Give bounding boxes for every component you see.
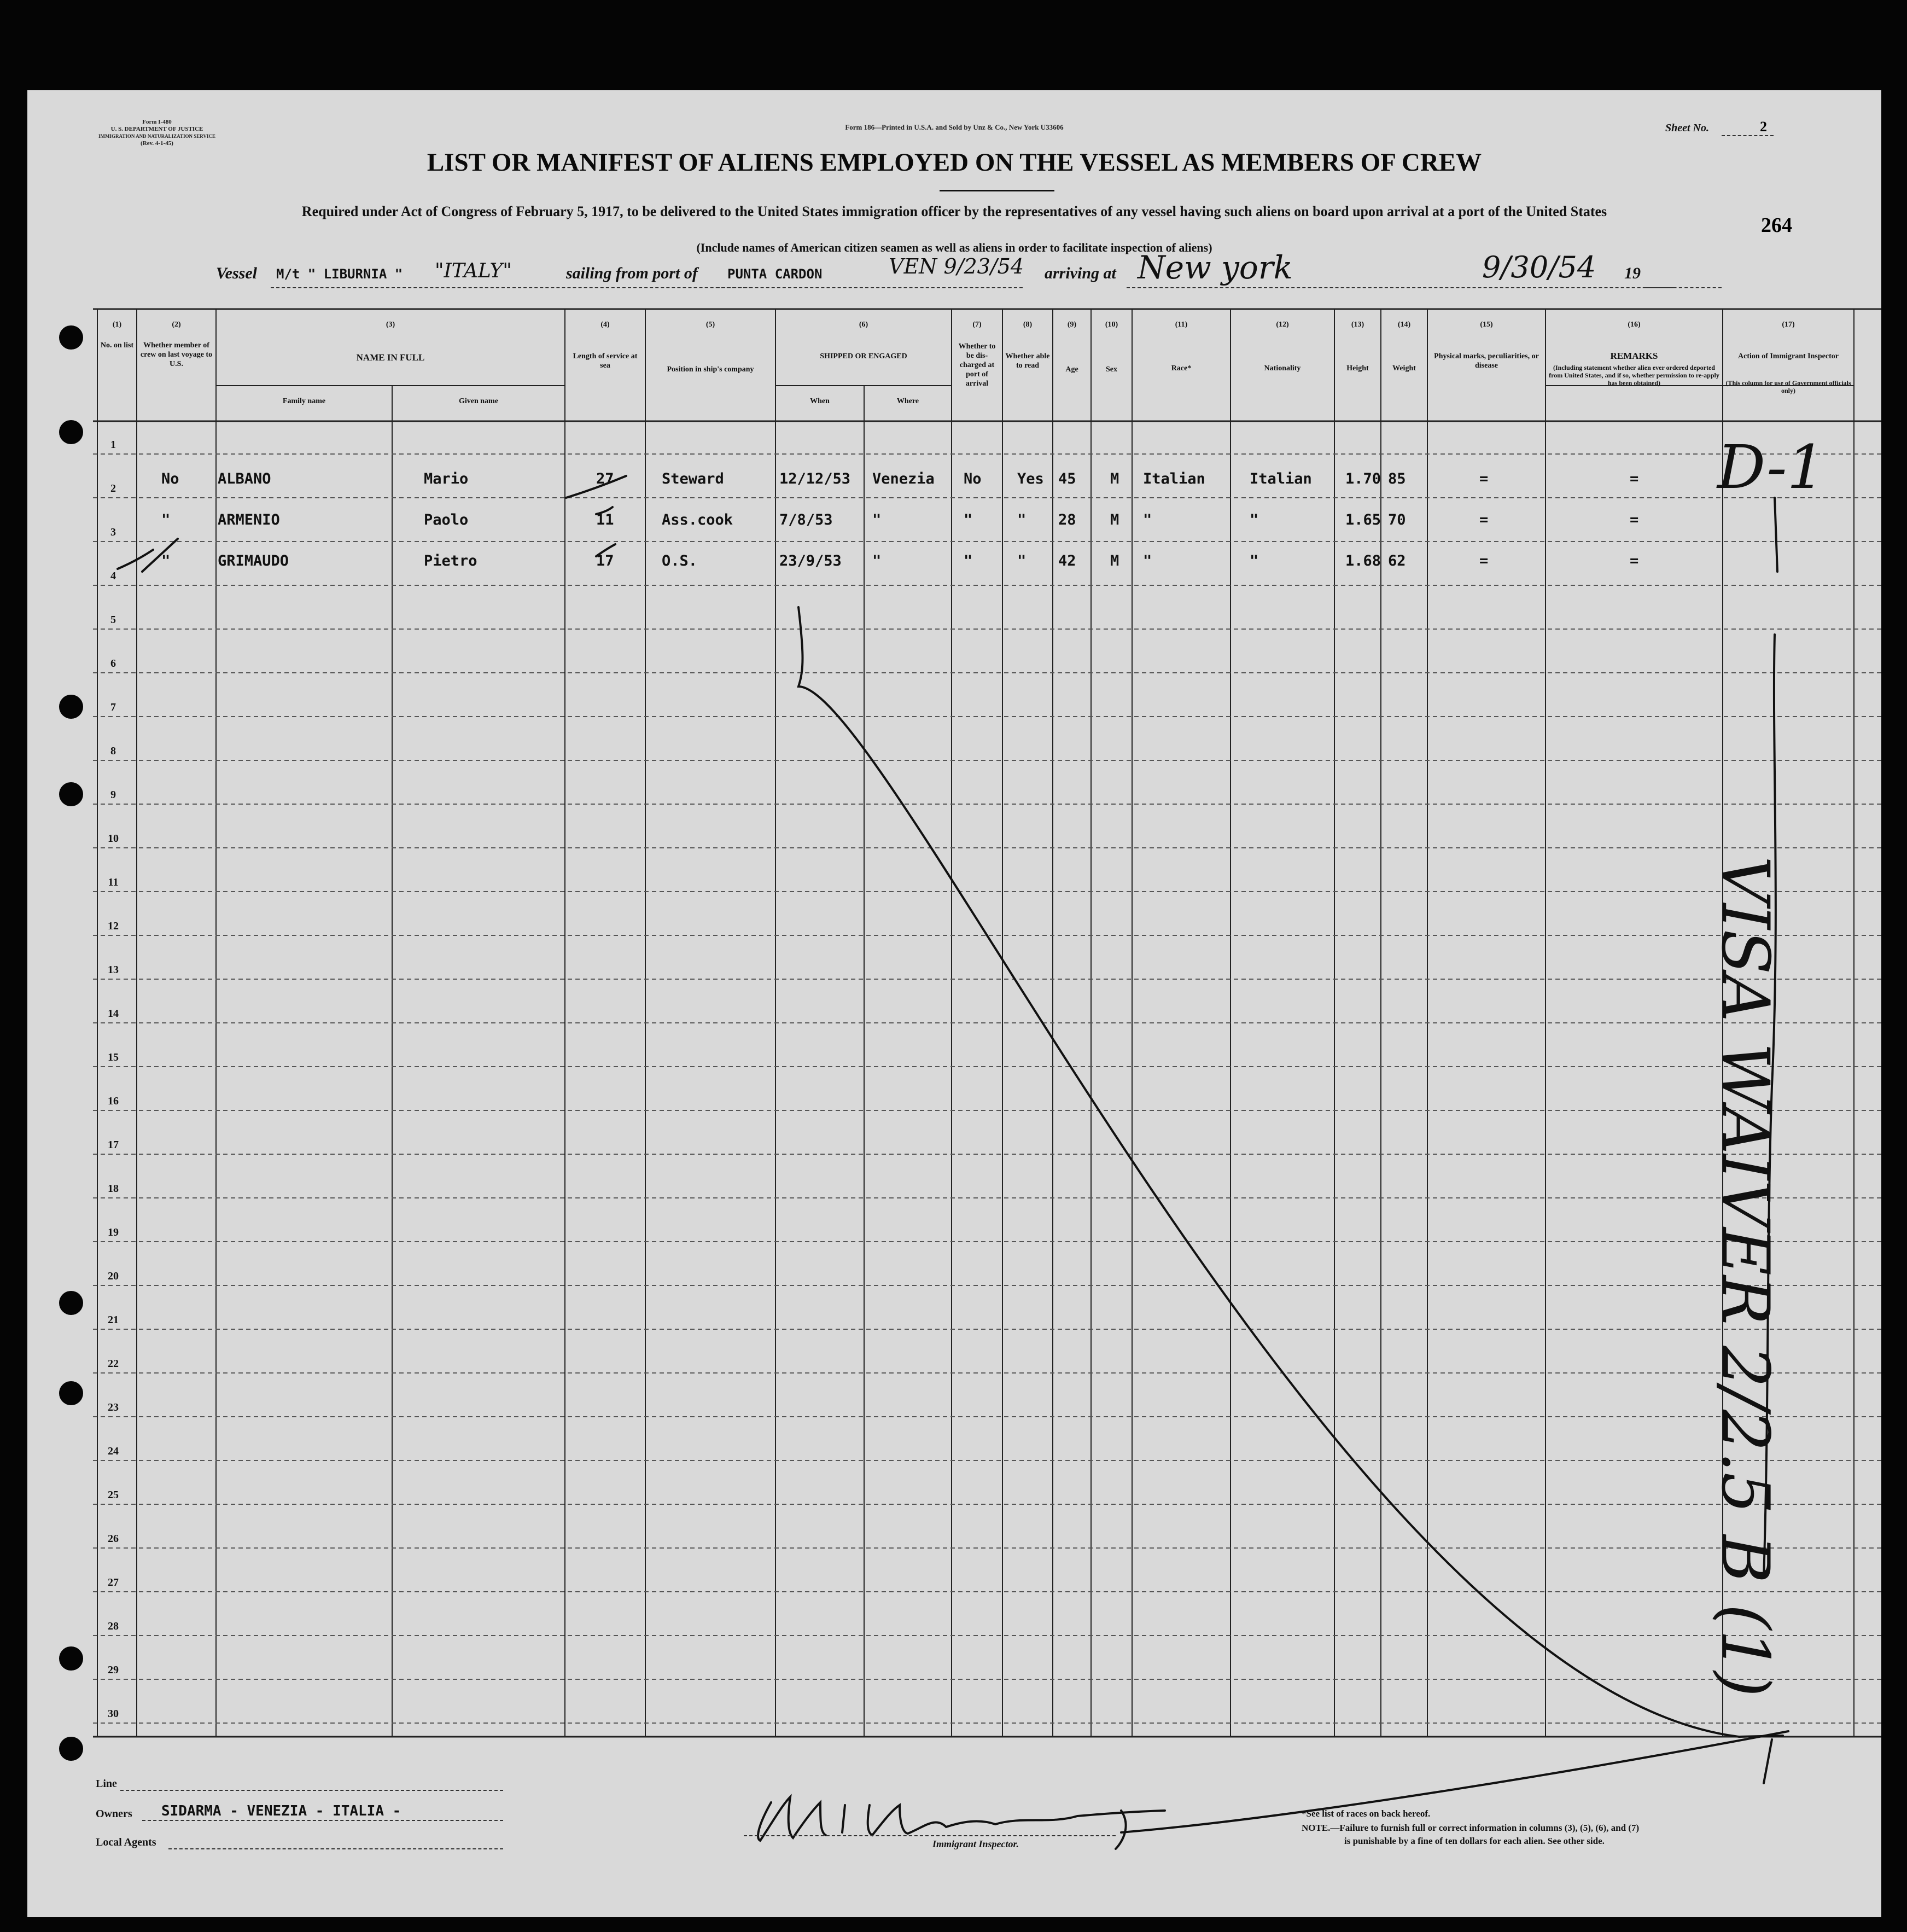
owners-label: Owners: [96, 1808, 132, 1820]
row-number: 27: [108, 1576, 119, 1588]
column-label: Height: [1346, 364, 1369, 373]
signature-line: [744, 1835, 1116, 1836]
row-number: 8: [110, 745, 116, 757]
form-id-line: IMMIGRATION AND NATURALIZATION SERVICE: [98, 133, 215, 139]
crew-service: 17: [596, 552, 614, 569]
column-label: Sex: [1106, 365, 1117, 374]
column-label: Whether member of crew on last voyage to U.S.: [140, 341, 213, 368]
penalty-note-2: is punishable by a fine of ten dollars for each alien. See other side.: [1344, 1836, 1605, 1846]
crew-service: 27: [596, 470, 614, 487]
vessel-label: Vessel: [216, 264, 257, 282]
row-number: 21: [108, 1314, 119, 1326]
crew-sex: M: [1110, 511, 1119, 528]
races-note: *See list of races on back hereof.: [1302, 1808, 1431, 1819]
page-title: LIST OR MANIFEST OF ALIENS EMPLOYED ON THE VESSEL AS MEMBERS OF CREW: [427, 148, 1482, 177]
column-number: (16): [1628, 321, 1641, 329]
sheet-number: 2: [1760, 119, 1767, 135]
crew-weight: 62: [1388, 552, 1406, 569]
crew-family: GRIMAUDO: [218, 552, 289, 569]
punch-hole: [59, 1381, 83, 1405]
crew-read: ": [1017, 552, 1027, 569]
column-label: Whether to be dis-charged at port of arrival: [958, 342, 996, 388]
visa-waiver-handwritten: VISA WAIVER 2/2.5 B (1): [1707, 856, 1783, 1697]
row-number: 18: [108, 1183, 119, 1195]
row-number: 26: [108, 1533, 119, 1545]
column-subheader: Given name: [459, 397, 498, 405]
crew-read: Yes: [1017, 470, 1044, 487]
row-number: 11: [108, 876, 119, 888]
column-number: (13): [1351, 321, 1364, 329]
crew-nationality: ": [1250, 511, 1259, 528]
crew-nationality: ": [1250, 552, 1259, 569]
owners-fill: [142, 1820, 503, 1821]
crew-age: 42: [1058, 552, 1076, 569]
column-number: (8): [1023, 321, 1033, 329]
crew-weight: 70: [1388, 511, 1406, 528]
crew-remarks: =: [1630, 470, 1639, 487]
row-number: 3: [110, 526, 116, 538]
sailing-port-handwritten: VEN 9/23/54: [889, 254, 1024, 278]
crew-remarks: =: [1630, 552, 1639, 569]
row-number: 15: [108, 1051, 119, 1063]
line-label: Line: [96, 1778, 117, 1790]
column-label: Whether able to read: [1005, 352, 1050, 370]
crew-marks: =: [1479, 470, 1489, 487]
row-number: 1: [110, 439, 116, 451]
row-number: 4: [110, 570, 116, 582]
crew-family: ARMENIO: [218, 511, 280, 528]
column-number: (9): [1067, 321, 1077, 329]
punch-hole: [59, 1291, 83, 1315]
arriving-label: arriving at: [1045, 264, 1116, 282]
column-subheader: Family name: [282, 397, 326, 405]
column-label: Action of Immigrant Inspector: [1738, 352, 1839, 360]
crew-last-voyage: ": [161, 511, 171, 528]
punch-hole: [59, 420, 83, 444]
row-number: 5: [110, 614, 116, 626]
column-label: Length of service at sea: [573, 352, 638, 370]
column-label: SHIPPED OR ENGAGED: [820, 352, 907, 360]
crew-nationality: Italian: [1250, 470, 1312, 487]
column-label: Race*: [1171, 364, 1192, 373]
crew-given: Mario: [424, 470, 469, 487]
crew-where: ": [872, 511, 882, 528]
column-number: (17): [1782, 321, 1795, 329]
crew-where: Venezia: [872, 470, 935, 487]
crew-height: 1.68: [1345, 552, 1381, 569]
penalty-note-1: NOTE.—Failure to furnish full or correct information in columns (3), (5), (6), and (7): [1302, 1823, 1640, 1833]
row-number: 23: [108, 1401, 119, 1413]
crew-sex: M: [1110, 552, 1119, 569]
row-number: 24: [108, 1445, 119, 1457]
punch-hole: [59, 325, 83, 350]
crew-discharged: No: [964, 470, 982, 487]
form-id-line: U. S. DEPARTMENT OF JUSTICE: [110, 126, 203, 132]
column-number: (3): [386, 321, 395, 329]
sheet-label: Sheet No.: [1665, 122, 1709, 134]
action-handwritten: D-1: [1717, 432, 1826, 502]
crew-when: 12/12/53: [779, 470, 851, 487]
row-number: 28: [108, 1620, 119, 1632]
punch-hole: [59, 695, 83, 719]
column-label: REMARKS: [1610, 351, 1658, 361]
column-label: Physical marks, peculiarities, or disease: [1434, 352, 1539, 370]
column-subheader: (Including statement whether alien ever ordered deported from United States, and if so, whether permission to re-apply has been obtained): [1549, 364, 1719, 387]
crew-marks: =: [1479, 552, 1489, 569]
crew-where: ": [872, 552, 882, 569]
vessel-name: M/t " LIBURNIA ": [276, 266, 403, 282]
crew-sex: M: [1110, 470, 1119, 487]
crew-family: ALBANO: [218, 470, 271, 487]
row-number: 17: [108, 1139, 119, 1151]
column-label: No. on list: [100, 341, 134, 350]
punch-hole: [59, 1737, 83, 1761]
crew-when: 7/8/53: [779, 511, 833, 528]
column-number: (15): [1480, 321, 1493, 329]
column-label: Age: [1065, 365, 1078, 374]
row-number: 25: [108, 1489, 119, 1501]
crew-read: ": [1017, 511, 1027, 528]
crew-position: Steward: [662, 470, 724, 487]
crew-height: 1.70: [1345, 470, 1381, 487]
column-number: (4): [600, 321, 610, 329]
crew-service: 11: [596, 511, 614, 528]
row-number: 29: [108, 1664, 119, 1676]
column-number: (2): [172, 321, 181, 329]
crew-race: ": [1143, 552, 1152, 569]
column-label: Weight: [1392, 364, 1416, 373]
crew-position: Ass.cook: [662, 511, 733, 528]
crew-given: Paolo: [424, 511, 469, 528]
agents-fill: [168, 1848, 503, 1849]
owners-value: SIDARMA - VENEZIA - ITALIA -: [161, 1803, 401, 1819]
stamp-number: 264: [1761, 214, 1792, 237]
column-subheader: When: [810, 397, 830, 405]
form-id-line: Form I-480: [142, 119, 172, 125]
manifest-sheet: [27, 90, 1881, 1917]
row-number: 16: [108, 1095, 119, 1107]
column-number: (6): [859, 321, 868, 329]
crew-discharged: ": [964, 511, 973, 528]
crew-remarks: =: [1630, 511, 1639, 528]
row-number: 10: [108, 833, 119, 845]
row-number: 7: [110, 701, 116, 713]
form-id-line: (Rev. 4-1-45): [141, 140, 173, 147]
crew-discharged: ": [964, 552, 973, 569]
column-label: Nationality: [1264, 364, 1301, 373]
column-label: NAME IN FULL: [356, 352, 425, 363]
crew-race: Italian: [1143, 470, 1205, 487]
line-fill: [120, 1790, 503, 1791]
crew-age: 28: [1058, 511, 1076, 528]
column-number: (5): [705, 321, 715, 329]
punch-hole: [59, 1646, 83, 1671]
sailing-label: sailing from port of: [566, 264, 698, 282]
crew-marks: =: [1479, 511, 1489, 528]
row-number: 19: [108, 1226, 119, 1238]
column-label: Position in ship's company: [667, 365, 754, 374]
crew-race: ": [1143, 511, 1152, 528]
row-number: 20: [108, 1270, 119, 1282]
column-subheader: (This column for use of Government officials only): [1725, 379, 1851, 394]
inspector-label: Immigrant Inspector.: [932, 1838, 1019, 1849]
row-number: 22: [108, 1358, 119, 1370]
crew-last-voyage: No: [161, 470, 179, 487]
row-number: 12: [108, 920, 119, 932]
column-number: (12): [1276, 321, 1289, 329]
row-number: 30: [108, 1708, 119, 1720]
row-number: 13: [108, 964, 119, 976]
arrival-date-handwritten: 9/30/54: [1482, 250, 1596, 284]
column-number: (11): [1175, 321, 1188, 329]
sailing-port: PUNTA CARDON: [727, 266, 823, 282]
row-number: 6: [110, 657, 116, 670]
inclusion-note: (Include names of American citizen seamen as well as aliens in order to facilitate inspection of aliens): [696, 241, 1212, 254]
punch-hole: [59, 782, 83, 806]
crew-when: 23/9/53: [779, 552, 842, 569]
row-number: 2: [110, 482, 116, 494]
column-number: (1): [112, 321, 122, 329]
column-subheader: Where: [896, 397, 919, 405]
page-subtitle: Required under Act of Congress of February 5, 1917, to be delivered to the United States immigration officer by the representatives of any vessel having such aliens on board upon arrival at a port of the United States: [301, 203, 1607, 219]
crew-height: 1.65: [1345, 511, 1381, 528]
arrival-port-handwritten: New york: [1138, 249, 1293, 286]
row-number: 9: [110, 789, 116, 801]
year-label: 19: [1624, 264, 1641, 282]
crew-position: O.S.: [662, 552, 698, 569]
vessel-flag-handwritten: "ITALY": [435, 260, 512, 282]
column-number: (14): [1397, 321, 1411, 329]
printer-line: Form 186—Printed in U.S.A. and Sold by Unz & Co., New York U33606: [845, 123, 1064, 131]
crew-last-voyage: ": [161, 552, 171, 569]
crew-weight: 85: [1388, 470, 1406, 487]
crew-age: 45: [1058, 470, 1076, 487]
local-agents-label: Local Agents: [96, 1836, 156, 1848]
column-number: (7): [972, 321, 982, 329]
crew-given: Pietro: [424, 552, 477, 569]
column-number: (10): [1105, 321, 1118, 329]
row-number: 14: [108, 1008, 119, 1020]
